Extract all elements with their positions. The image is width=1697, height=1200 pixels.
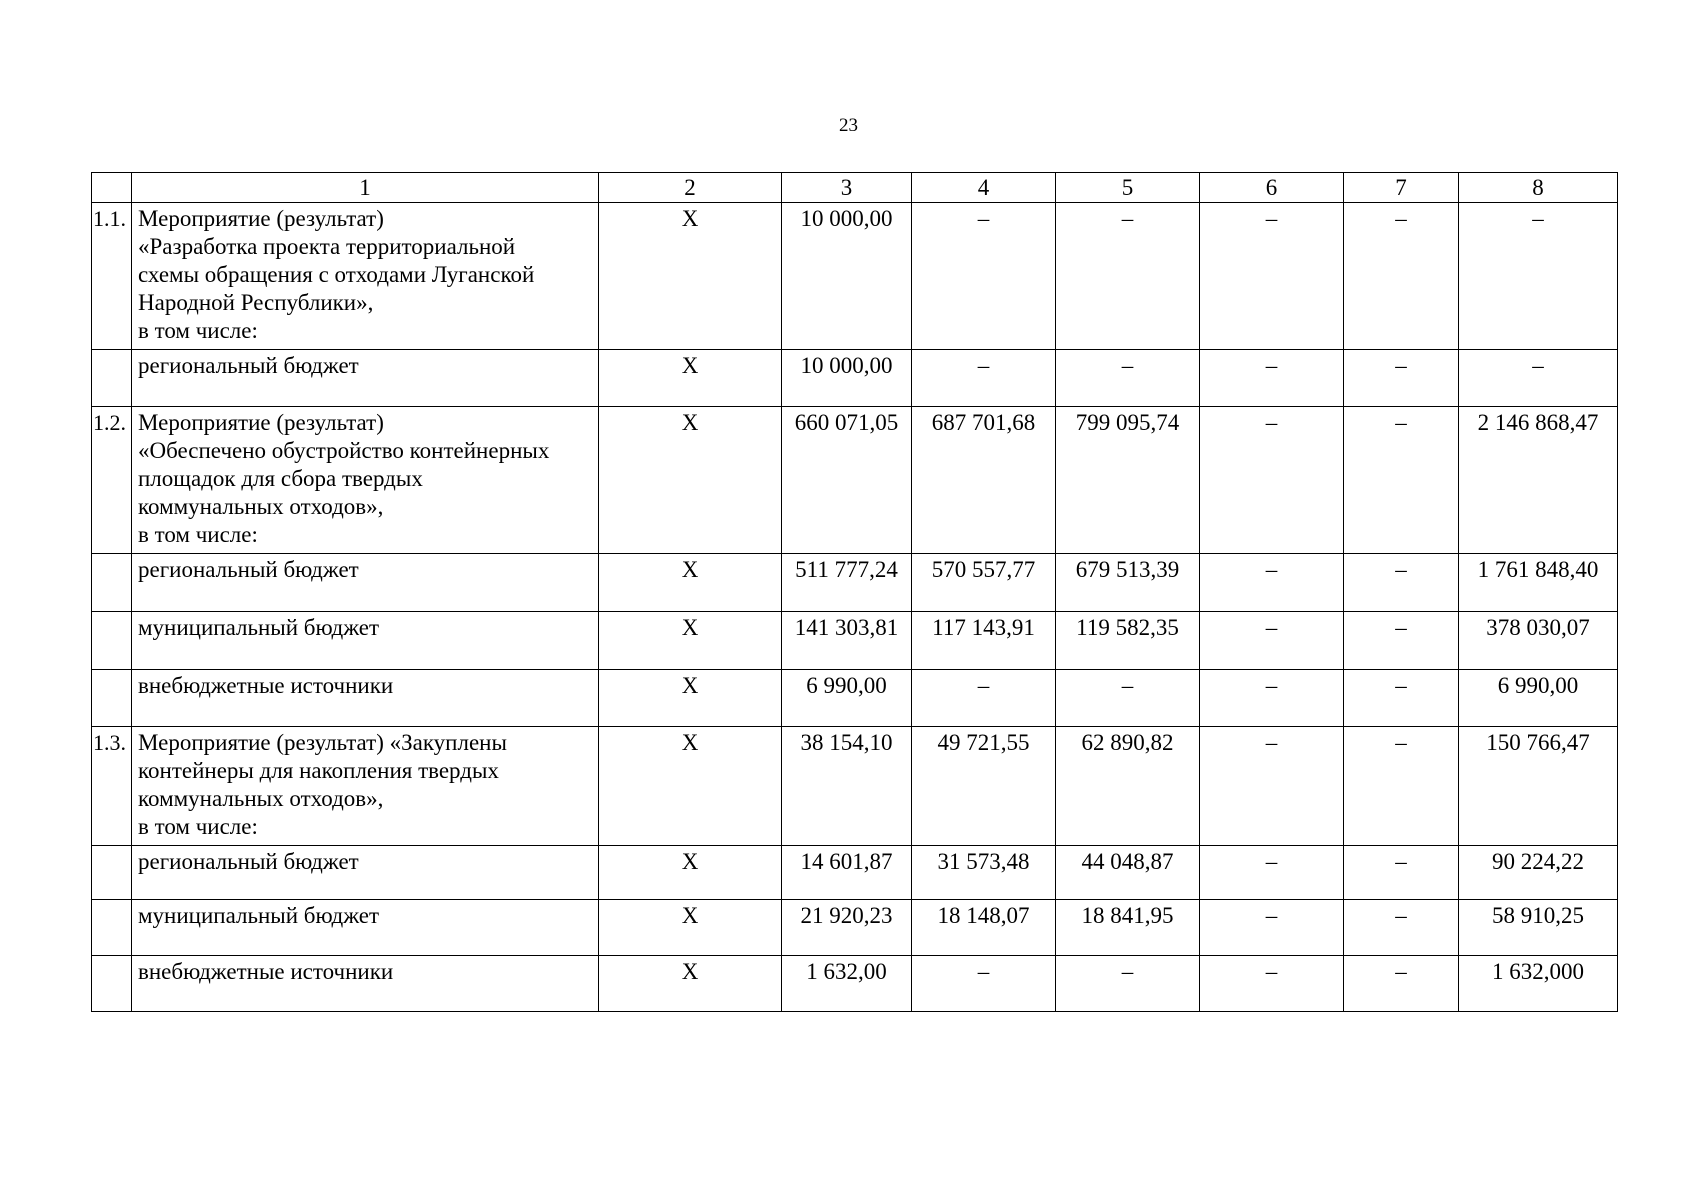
value-cell-2: X: [599, 612, 782, 670]
description-line: «Разработка проекта территориальной: [138, 234, 516, 259]
description-line: коммунальных отходов»,: [138, 494, 384, 519]
header-cell-empty: [92, 173, 132, 203]
value-cell-4: –: [912, 670, 1056, 727]
value-cell-5: 62 890,82: [1056, 727, 1200, 846]
description-line: Мероприятие (результат): [138, 206, 384, 231]
description-line: «Обеспечено обустройство контейнерных: [138, 438, 550, 463]
page-number: 23: [839, 115, 858, 136]
value-cell-3: 14 601,87: [782, 846, 912, 900]
row-number-cell: 1.2.: [92, 407, 132, 554]
row-number-cell: [92, 670, 132, 727]
description-cell: [132, 670, 599, 727]
value-cell-3: 1 632,00: [782, 956, 912, 1012]
value-cell-4: –: [912, 956, 1056, 1012]
value-cell-3: 10 000,00: [782, 350, 912, 407]
description-line: муниципальный бюджет: [138, 903, 380, 928]
value-cell-8: –: [1459, 203, 1618, 350]
value-cell-8: 2 146 868,47: [1459, 407, 1618, 554]
description-cell: [132, 727, 599, 846]
value-cell-5: 679 513,39: [1056, 554, 1200, 612]
value-cell-6: –: [1200, 554, 1344, 612]
value-cell-4: 117 143,91: [912, 612, 1056, 670]
row-number-cell: [92, 554, 132, 612]
description-cell: [132, 203, 599, 350]
table-row: [92, 203, 1618, 350]
value-cell-3: 141 303,81: [782, 612, 912, 670]
value-cell-8: 1 761 848,40: [1459, 554, 1618, 612]
table-row: [92, 727, 1618, 846]
value-cell-5: –: [1056, 203, 1200, 350]
value-cell-7: –: [1344, 203, 1459, 350]
table-row: [92, 956, 1618, 1012]
value-cell-8: 6 990,00: [1459, 670, 1618, 727]
value-cell-5: 18 841,95: [1056, 900, 1200, 956]
value-cell-6: –: [1200, 407, 1344, 554]
description-line: региональный бюджет: [138, 557, 359, 582]
description-line: Мероприятие (результат) «Закуплены: [138, 730, 507, 755]
value-cell-4: 570 557,77: [912, 554, 1056, 612]
value-cell-4: 687 701,68: [912, 407, 1056, 554]
value-cell-3: 21 920,23: [782, 900, 912, 956]
value-cell-3: 10 000,00: [782, 203, 912, 350]
description-line: в том числе:: [138, 522, 258, 547]
header-cell-7: 7: [1344, 173, 1459, 203]
description-line: схемы обращения с отходами Луганской: [138, 262, 535, 287]
value-cell-6: –: [1200, 670, 1344, 727]
table-row: [92, 670, 1618, 727]
row-number-cell: 1.1.: [92, 203, 132, 350]
value-cell-8: 90 224,22: [1459, 846, 1618, 900]
value-cell-3: 660 071,05: [782, 407, 912, 554]
description-line: муниципальный бюджет: [138, 615, 380, 640]
value-cell-6: –: [1200, 900, 1344, 956]
value-cell-3: 6 990,00: [782, 670, 912, 727]
row-number-cell: 1.3.: [92, 727, 132, 846]
value-cell-2: X: [599, 727, 782, 846]
value-cell-8: –: [1459, 350, 1618, 407]
value-cell-2: X: [599, 350, 782, 407]
description-line: коммунальных отходов»,: [138, 786, 384, 811]
description-cell: [132, 350, 599, 407]
description-cell: [132, 900, 599, 956]
table-row: [92, 900, 1618, 956]
value-cell-5: –: [1056, 956, 1200, 1012]
value-cell-2: X: [599, 407, 782, 554]
value-cell-7: –: [1344, 956, 1459, 1012]
table-row: [92, 612, 1618, 670]
value-cell-8: 58 910,25: [1459, 900, 1618, 956]
header-cell-5: 5: [1056, 173, 1200, 203]
row-number-cell: [92, 612, 132, 670]
value-cell-2: X: [599, 554, 782, 612]
value-cell-5: –: [1056, 350, 1200, 407]
value-cell-6: –: [1200, 350, 1344, 407]
value-cell-2: X: [599, 900, 782, 956]
table-row: [92, 350, 1618, 407]
value-cell-7: –: [1344, 670, 1459, 727]
value-cell-7: –: [1344, 900, 1459, 956]
header-cell-8: 8: [1459, 173, 1618, 203]
value-cell-7: –: [1344, 554, 1459, 612]
description-cell: [132, 956, 599, 1012]
description-line: региональный бюджет: [138, 849, 359, 874]
description-line: площадок для сбора твердых: [138, 466, 423, 491]
description-line: Народной Республики»,: [138, 290, 374, 315]
value-cell-4: 49 721,55: [912, 727, 1056, 846]
description-line: Мероприятие (результат): [138, 410, 384, 435]
header-cell-6: 6: [1200, 173, 1344, 203]
value-cell-7: –: [1344, 727, 1459, 846]
value-cell-6: –: [1200, 956, 1344, 1012]
value-cell-4: 31 573,48: [912, 846, 1056, 900]
value-cell-5: 119 582,35: [1056, 612, 1200, 670]
value-cell-3: 511 777,24: [782, 554, 912, 612]
description-line: в том числе:: [138, 814, 258, 839]
row-number-cell: [92, 956, 132, 1012]
table-row: [92, 846, 1618, 900]
header-cell-1: 1: [132, 173, 599, 203]
value-cell-6: –: [1200, 203, 1344, 350]
value-cell-3: 38 154,10: [782, 727, 912, 846]
row-number-cell: [92, 350, 132, 407]
value-cell-4: 18 148,07: [912, 900, 1056, 956]
header-cell-3: 3: [782, 173, 912, 203]
header-cell-4: 4: [912, 173, 1056, 203]
description-line: внебюджетные источники: [138, 673, 394, 698]
value-cell-6: –: [1200, 727, 1344, 846]
header-row: [92, 173, 1618, 203]
value-cell-5: 799 095,74: [1056, 407, 1200, 554]
value-cell-7: –: [1344, 612, 1459, 670]
value-cell-6: –: [1200, 612, 1344, 670]
value-cell-4: –: [912, 203, 1056, 350]
description-line: региональный бюджет: [138, 353, 359, 378]
table-row: [92, 554, 1618, 612]
value-cell-7: –: [1344, 407, 1459, 554]
row-number-cell: [92, 846, 132, 900]
row-number-cell: [92, 900, 132, 956]
value-cell-5: –: [1056, 670, 1200, 727]
description-cell: [132, 846, 599, 900]
value-cell-2: X: [599, 670, 782, 727]
budget-table: [91, 172, 1618, 1012]
description-cell: [132, 554, 599, 612]
value-cell-2: X: [599, 956, 782, 1012]
description-line: контейнеры для накопления твердых: [138, 758, 499, 783]
value-cell-7: –: [1344, 846, 1459, 900]
table-row: [92, 407, 1618, 554]
header-cell-2: 2: [599, 173, 782, 203]
value-cell-4: –: [912, 350, 1056, 407]
value-cell-5: 44 048,87: [1056, 846, 1200, 900]
description-cell: [132, 612, 599, 670]
value-cell-2: X: [599, 846, 782, 900]
value-cell-7: –: [1344, 350, 1459, 407]
value-cell-8: 150 766,47: [1459, 727, 1618, 846]
value-cell-6: –: [1200, 846, 1344, 900]
description-line: внебюджетные источники: [138, 959, 394, 984]
description-line: в том числе:: [138, 318, 258, 343]
value-cell-8: 1 632,000: [1459, 956, 1618, 1012]
value-cell-2: X: [599, 203, 782, 350]
value-cell-8: 378 030,07: [1459, 612, 1618, 670]
description-cell: [132, 407, 599, 554]
